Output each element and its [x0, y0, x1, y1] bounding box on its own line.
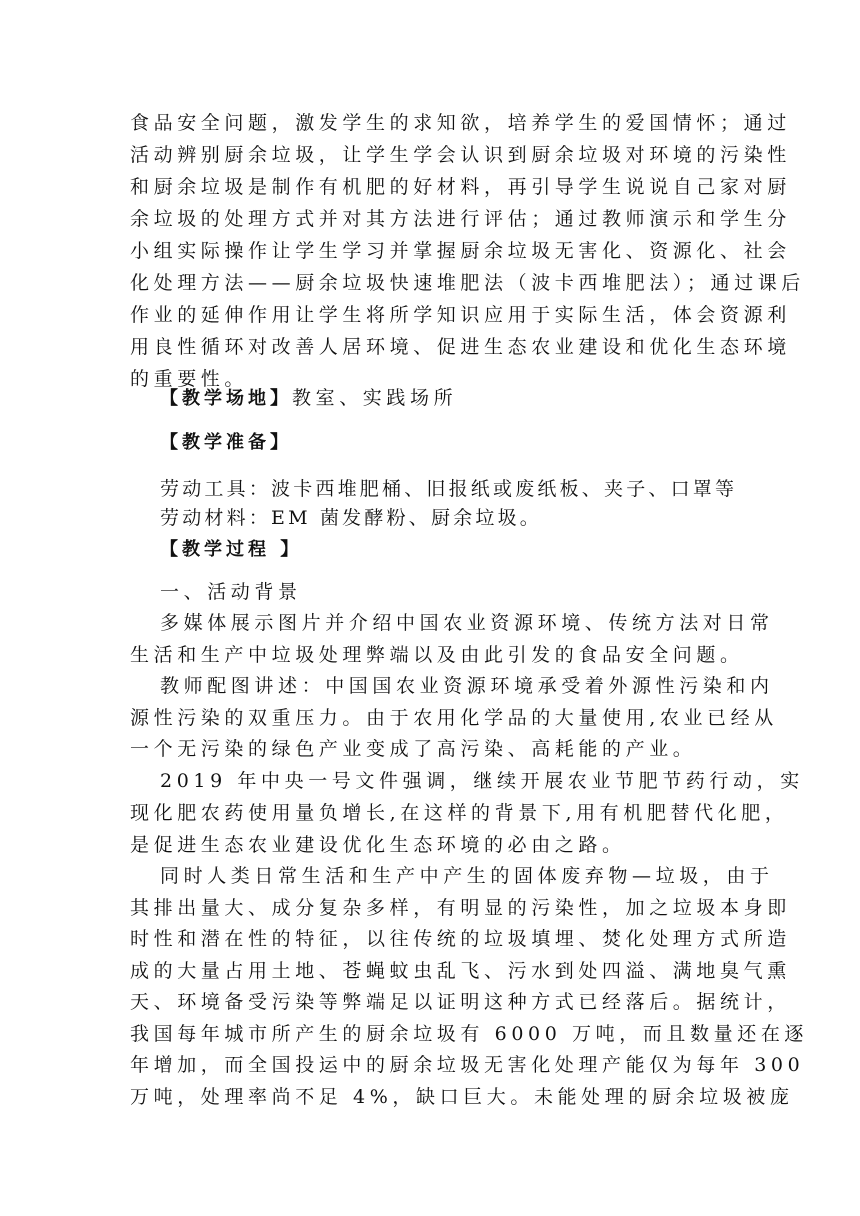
- preparation-heading: 【教学准备】: [160, 432, 292, 453]
- paragraph-line: 一个无污染的绿色产业变成了高污染、高耗能的产业。: [130, 738, 697, 760]
- paragraph-line: 时性和潜在性的特征，以往传统的垃圾填埋、焚化处理方式所造: [130, 928, 791, 950]
- intro-line: 化处理方法——厨余垃圾快速堆肥法（波卡西堆肥法）；通过课后: [130, 272, 805, 294]
- intro-line: 小组实际操作让学生学习并掌握厨余垃圾无害化、资源化、社会: [130, 240, 791, 262]
- paragraph-line: 天、环境备受污染等弊端足以证明这种方式已经落后。据统计，: [130, 991, 791, 1013]
- paragraph-line: 教师配图讲述：中国国农业资源环境承受着外源性污染和内: [160, 675, 774, 697]
- venue-heading: 【教学场地】: [160, 388, 292, 409]
- paragraph-line: 是促进生态农业建设优化生态环境的必由之路。: [130, 834, 626, 856]
- intro-line: 余垃圾的处理方式并对其方法进行评估；通过教师演示和学生分: [130, 208, 791, 230]
- paragraph-line: 成的大量占用土地、苍蝇蚊虫乱飞、污水到处四溢、满地臭气熏: [130, 960, 791, 982]
- preparation-item: 劳动工具：波卡西堆肥桶、旧报纸或废纸板、夹子、口罩等: [160, 478, 738, 500]
- paragraph-line: 生活和生产中垃圾处理弊端以及由此引发的食品安全问题。: [130, 644, 744, 666]
- paragraph-line: 我国每年城市所产生的厨余垃圾有 6000 万吨，而且数量还在逐: [130, 1023, 809, 1045]
- preparation-item: 劳动材料：EM 菌发酵粉、厨余垃圾。: [160, 507, 542, 529]
- intro-line: 用良性循环对改善人居环境、促进生态农业建设和优化生态环境: [130, 336, 791, 358]
- paragraph-line: 2019 年中央一号文件强调，继续开展农业节肥节药行动，实: [160, 770, 804, 792]
- section-title: 一、活动背景: [160, 581, 302, 603]
- venue-value: 教室、实践场所: [292, 387, 458, 409]
- intro-line: 和厨余垃圾是制作有机肥的好材料，再引导学生说说自己家对厨: [130, 176, 791, 198]
- paragraph-line: 同时人类日常生活和生产中产生的固体废弃物—垃圾，由于: [160, 865, 774, 887]
- intro-line: 活动辨别厨余垃圾，让学生学会认识到厨余垃圾对环境的污染性: [130, 144, 791, 166]
- paragraph-line: 年增加，而全国投运中的厨余垃圾无害化处理产能仅为每年 300: [130, 1054, 805, 1076]
- paragraph-line: 多媒体展示图片并介绍中国农业资源环境、传统方法对日常: [160, 612, 774, 634]
- paragraph-line: 现化肥农药使用量负增长,在这样的背景下,用有机肥替代化肥，: [130, 802, 789, 824]
- intro-line: 食品安全问题，激发学生的求知欲，培养学生的爱国情怀；通过: [130, 112, 791, 134]
- paragraph-line: 其排出量大、成分复杂多样，有明显的污染性，加之垃圾本身即: [130, 897, 791, 919]
- venue-row: [160, 389, 457, 408]
- process-heading: 【教学过程 】: [160, 539, 303, 560]
- intro-line: 的重要性。: [130, 368, 249, 390]
- paragraph-line: 万吨，处理率尚不足 4%，缺口巨大。未能处理的厨余垃圾被庞: [130, 1086, 794, 1108]
- paragraph-line: 源性污染的双重压力。由于农用化学品的大量使用,农业已经从: [130, 707, 778, 729]
- intro-line: 作业的延伸作用让学生将所学知识应用于实际生活，体会资源利: [130, 304, 791, 326]
